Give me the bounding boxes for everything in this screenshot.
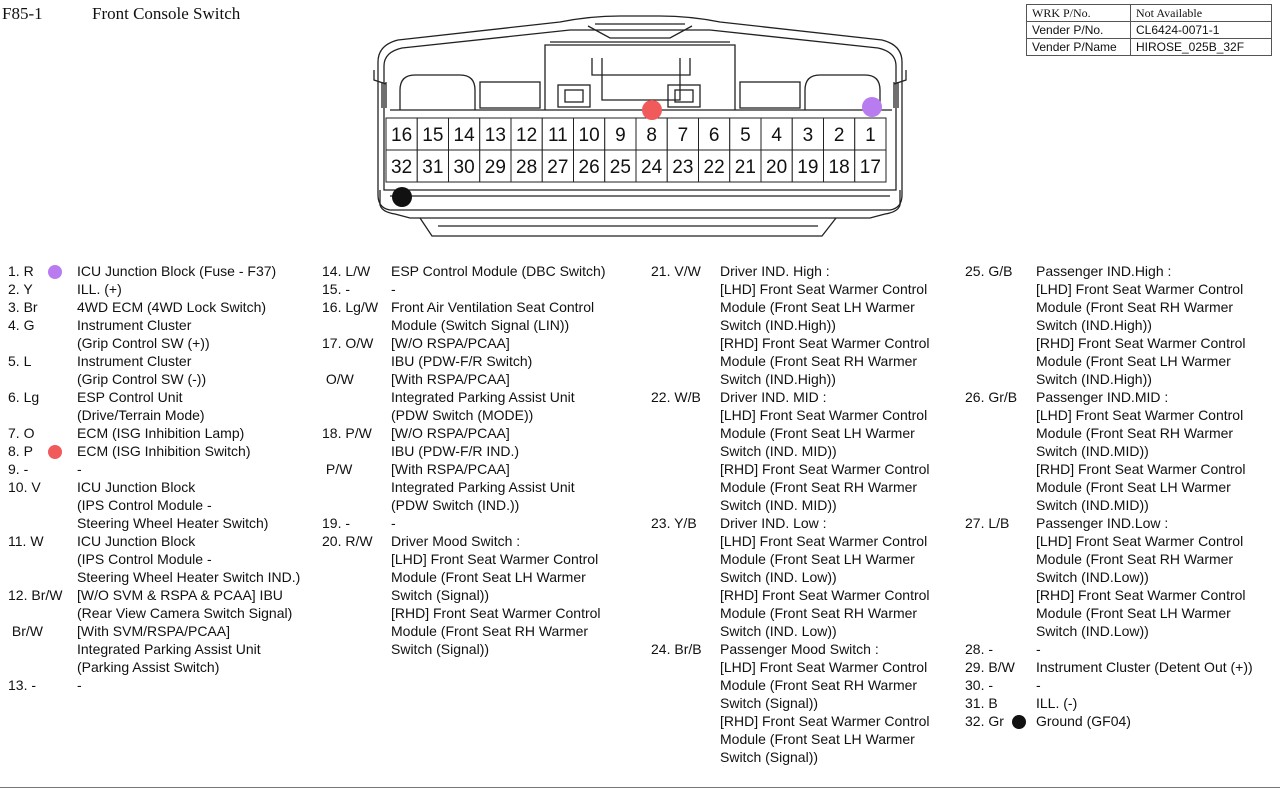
pin-number: 22: [703, 157, 725, 178]
pin-description-line: Switch (IND.High)): [720, 371, 836, 387]
pin-description-line: Module (Front Seat RH Warmer: [720, 677, 918, 693]
pin-entry: [322, 334, 642, 370]
pin-description-line: Module (Front Seat RH Warmer: [1036, 299, 1234, 315]
pin-description-line: [RHD] Front Seat Warmer Control: [391, 605, 601, 621]
pin-entry: [322, 532, 642, 658]
pin-label: 16. Lg/W: [322, 299, 379, 315]
connector-name: Front Console Switch: [92, 4, 241, 23]
pin-entry: [8, 352, 318, 388]
pin-label: Br/W: [8, 623, 43, 639]
pin-number: 9: [615, 125, 626, 146]
pin-entry: [322, 460, 642, 514]
pin-number: 17: [859, 157, 881, 178]
pin-number: 29: [484, 157, 506, 178]
pin-number: 23: [672, 157, 694, 178]
pin-entry: [965, 712, 1277, 730]
bottom-rule: [0, 787, 1280, 788]
pin-description-line: [LHD] Front Seat Warmer Control: [1036, 281, 1244, 297]
pin-description-line: Module (Front Seat LH Warmer: [1036, 353, 1231, 369]
pin-label: 19. -: [322, 515, 351, 531]
pin-description-line: [RHD] Front Seat Warmer Control: [1036, 587, 1246, 603]
pin-description-line: ESP Control Module (DBC Switch): [391, 263, 606, 279]
pin-entry: [8, 424, 318, 442]
pin-label: 18. P/W: [322, 425, 372, 441]
pin-number: 32: [391, 157, 413, 178]
pin-number: 7: [677, 125, 689, 146]
pin-description-line: IBU (PDW-F/R Switch): [391, 353, 533, 369]
pin-description-line: (IPS Control Module -: [77, 497, 212, 513]
pin-description-line: Passenger IND.Low :: [1036, 515, 1169, 531]
pin-entry: [8, 622, 318, 676]
pin-description-line: (Grip Control SW (-)): [77, 371, 207, 387]
pin-list-column-2: [322, 262, 642, 658]
pin-entry: [8, 442, 318, 460]
pin-description-line: (PDW Switch (IND.)): [391, 497, 520, 513]
pin-description-line: Instrument Cluster: [77, 353, 192, 369]
pin-number: 18: [828, 157, 850, 178]
pin-description-line: Module (Front Seat RH Warmer: [720, 605, 918, 621]
pin-description-line: [W/O RSPA/PCAA]: [391, 425, 510, 441]
info-key: Vender P/Name: [1027, 39, 1131, 56]
pin-description-line: Switch (IND.MID)): [1036, 497, 1149, 513]
violet-marker-icon: [48, 265, 62, 279]
pin-description-line: Integrated Parking Assist Unit: [391, 479, 575, 495]
pin-32-marker: [392, 187, 412, 207]
pin-description-line: -: [1036, 677, 1041, 693]
pin-label: 25. G/B: [965, 263, 1013, 279]
black-marker-icon: [1012, 715, 1026, 729]
pin-label: P/W: [322, 461, 353, 477]
pin-entry: [651, 514, 961, 640]
pin-number: 20: [766, 157, 788, 178]
pin-description-line: Module (Front Seat LH Warmer: [720, 731, 915, 747]
pin-number: 2: [833, 125, 845, 146]
pin-description-line: [W/O RSPA/PCAA]: [391, 335, 510, 351]
pin-label: 22. W/B: [651, 389, 701, 405]
pin-8-marker: [642, 100, 662, 120]
pin-number: 5: [740, 125, 751, 146]
pin-entry: [8, 676, 318, 694]
pin-entry: [8, 262, 318, 280]
pin-description-line: Module (Front Seat RH Warmer: [720, 479, 918, 495]
part-number-table: [1026, 4, 1272, 56]
pin-description-line: Switch (IND. Low)): [720, 623, 837, 639]
pin-number: 30: [453, 157, 475, 178]
pin-list-column-3: [651, 262, 961, 766]
pin-number: 25: [609, 157, 631, 178]
pin-number: 8: [646, 125, 657, 146]
pin-description-line: (Parking Assist Switch): [77, 659, 220, 675]
connector-id: F85-1: [2, 4, 43, 23]
pin-number: 3: [802, 125, 814, 146]
pin-description-line: (IPS Control Module -: [77, 551, 212, 567]
pin-description-line: Front Air Ventilation Seat Control: [391, 299, 595, 315]
pin-list-column-4: [965, 262, 1277, 730]
pin-entry: [651, 388, 961, 514]
pin-label: 28. -: [965, 641, 994, 657]
info-value: HIROSE_025B_32F: [1131, 39, 1272, 56]
pin-entry: [965, 694, 1277, 712]
pin-description-line: [With RSPA/PCAA]: [391, 461, 510, 477]
pin-description-line: Switch (Signal)): [391, 641, 490, 657]
pin-number: 4: [771, 125, 782, 146]
pin-label: 30. -: [965, 677, 994, 693]
pin-description-line: Driver IND. Low :: [720, 515, 827, 531]
pin-description-line: Integrated Parking Assist Unit: [77, 641, 261, 657]
pin-description-line: -: [391, 515, 396, 531]
pin-description-line: ICU Junction Block: [77, 533, 196, 549]
pin-description-line: -: [77, 677, 82, 693]
pin-description-line: Module (Front Seat RH Warmer: [391, 623, 589, 639]
pin-entry: [322, 514, 642, 532]
pin-label: 21. V/W: [651, 263, 701, 279]
pin-description-line: ICU Junction Block: [77, 479, 196, 495]
pin-number: 14: [453, 125, 475, 146]
pin-label: 15. -: [322, 281, 351, 297]
pin-label: 10. V: [8, 479, 41, 495]
pin-description-line: Passenger Mood Switch :: [720, 641, 879, 657]
pin-entry: [8, 280, 318, 298]
pin-description-line: Driver Mood Switch :: [391, 533, 521, 549]
pin-description-line: 4WD ECM (4WD Lock Switch): [77, 299, 267, 315]
pin-label: 5. L: [8, 353, 32, 369]
pin-description-line: (Grip Control SW (+)): [77, 335, 210, 351]
pin-number: 16: [391, 125, 413, 146]
pin-description-line: [LHD] Front Seat Warmer Control: [720, 281, 928, 297]
pin-entry: [322, 262, 642, 280]
info-key: Vender P/No.: [1027, 22, 1131, 39]
pin-label: 32. Gr: [965, 713, 1004, 729]
pin-number: 28: [516, 157, 538, 178]
pin-description-line: -: [1036, 641, 1041, 657]
info-row-wrk: [1027, 5, 1272, 22]
pin-description-line: [RHD] Front Seat Warmer Control: [720, 587, 930, 603]
pin-description-line: ECM (ISG Inhibition Lamp): [77, 425, 245, 441]
pin-description-line: Ground (GF04): [1036, 713, 1131, 729]
pin-description-line: Module (Front Seat LH Warmer: [1036, 605, 1231, 621]
pin-description-line: Module (Front Seat RH Warmer: [1036, 551, 1234, 567]
pin-entry: [651, 262, 961, 388]
red-marker-icon: [48, 445, 62, 459]
pin-description-line: Switch (IND.MID)): [1036, 443, 1149, 459]
pin-description-line: (PDW Switch (MODE)): [391, 407, 534, 423]
pin-description-line: (Drive/Terrain Mode): [77, 407, 205, 423]
pin-description-line: Switch (Signal)): [391, 587, 490, 603]
pin-entry: [8, 388, 318, 424]
pin-number: 11: [548, 125, 568, 146]
pin-description-line: ECM (ISG Inhibition Switch): [77, 443, 251, 459]
pin-description-line: Switch (Signal)): [720, 695, 819, 711]
pin-description-line: Module (Front Seat LH Warmer: [720, 551, 915, 567]
pin-description-line: [With RSPA/PCAA]: [391, 371, 510, 387]
info-key: WRK P/No.: [1027, 5, 1131, 22]
pin-label: 29. B/W: [965, 659, 1015, 675]
pin-entry: [8, 478, 318, 532]
pin-description-line: Module (Front Seat LH Warmer: [391, 569, 586, 585]
pin-description-line: ESP Control Unit: [77, 389, 183, 405]
pin-description-line: Steering Wheel Heater Switch): [77, 515, 269, 531]
pin-label: 1. R: [8, 263, 34, 279]
pin-entry: [965, 514, 1277, 640]
pin-entry: [8, 298, 318, 316]
pin-number: 1: [865, 125, 876, 146]
pin-number: 31: [422, 157, 444, 178]
pin-description-line: Integrated Parking Assist Unit: [391, 389, 575, 405]
pin-label: 8. P: [8, 443, 33, 459]
pin-description-line: Passenger IND.High :: [1036, 263, 1172, 279]
pin-description-line: Instrument Cluster (Detent Out (+)): [1036, 659, 1253, 675]
pin-label: 2. Y: [8, 281, 33, 297]
pin-label: 3. Br: [8, 299, 38, 315]
pin-entry: [8, 586, 318, 622]
pin-number: 21: [734, 157, 756, 178]
pin-description-line: Switch (IND.High)): [1036, 371, 1152, 387]
info-value: CL6424-0071-1: [1131, 22, 1272, 39]
pin-entry: [965, 640, 1277, 658]
pin-description-line: Switch (IND.Low)): [1036, 623, 1149, 639]
pin-description-line: [LHD] Front Seat Warmer Control: [720, 407, 928, 423]
pin-label: 31. B: [965, 695, 998, 711]
pin-entry: [322, 370, 642, 424]
pin-description-line: Driver IND. High :: [720, 263, 830, 279]
pin-description-line: [LHD] Front Seat Warmer Control: [1036, 533, 1244, 549]
pin-label: 20. R/W: [322, 533, 373, 549]
pin-description-line: [RHD] Front Seat Warmer Control: [720, 335, 930, 351]
pin-description-line: [LHD] Front Seat Warmer Control: [1036, 407, 1244, 423]
pin-description-line: [RHD] Front Seat Warmer Control: [1036, 461, 1246, 477]
pin-entry: [965, 388, 1277, 514]
pin-entry: [8, 532, 318, 586]
pin-description-line: Module (Switch Signal (LIN)): [391, 317, 570, 333]
pin-description-line: Module (Front Seat LH Warmer: [1036, 479, 1231, 495]
pin-description-line: Switch (IND.High)): [720, 317, 836, 333]
pin-description-line: Passenger IND.MID :: [1036, 389, 1169, 405]
pin-description-line: [LHD] Front Seat Warmer Control: [720, 533, 928, 549]
pin-description-line: Switch (IND.Low)): [1036, 569, 1149, 585]
pin-entry: [322, 298, 642, 334]
pin-description-line: -: [77, 461, 82, 477]
pin-description-line: Instrument Cluster: [77, 317, 192, 333]
pin-number: 15: [422, 125, 444, 146]
pin-label: 11. W: [8, 533, 44, 549]
pin-description-line: Module (Front Seat LH Warmer: [720, 425, 915, 441]
pin-description-line: (Rear View Camera Switch Signal): [77, 605, 293, 621]
pin-description-line: [W/O SVM & RSPA & PCAA] IBU: [77, 587, 283, 603]
pin-label: 12. Br/W: [8, 587, 63, 603]
pin-description-line: ICU Junction Block (Fuse - F37): [77, 263, 277, 279]
pin-description-line: [LHD] Front Seat Warmer Control: [391, 551, 599, 567]
pin-description-line: ILL. (+): [77, 281, 122, 297]
pin-entry: [651, 640, 961, 766]
pin-description-line: Driver IND. MID :: [720, 389, 827, 405]
pin-description-line: -: [391, 281, 396, 297]
pin-description-line: Module (Front Seat LH Warmer: [720, 299, 915, 315]
pin-label: 17. O/W: [322, 335, 374, 351]
pin-description-line: Switch (IND. MID)): [720, 443, 837, 459]
pin-label: 24. Br/B: [651, 641, 702, 657]
pin-entry: [322, 280, 642, 298]
info-row-vender-pname: [1027, 39, 1272, 56]
pin-number: 26: [578, 157, 600, 178]
pin-label: 4. G: [8, 317, 35, 333]
pin-label: 14. L/W: [322, 263, 371, 279]
pin-description-line: [With SVM/RSPA/PCAA]: [77, 623, 230, 639]
info-value: Not Available: [1131, 5, 1272, 22]
pin-entry: [322, 424, 642, 460]
pin-entry: [965, 676, 1277, 694]
pin-description-line: Steering Wheel Heater Switch IND.): [77, 569, 301, 585]
info-row-vender-pno: [1027, 22, 1272, 39]
pin-label: 27. L/B: [965, 515, 1010, 531]
pin-label: 23. Y/B: [651, 515, 697, 531]
pin-number: 10: [578, 125, 600, 146]
pin-description-line: Switch (IND.High)): [1036, 317, 1152, 333]
pin-description-line: [RHD] Front Seat Warmer Control: [720, 713, 930, 729]
pin-description-line: [RHD] Front Seat Warmer Control: [1036, 335, 1246, 351]
pin-number: 24: [641, 157, 663, 178]
pin-entry: [965, 262, 1277, 388]
pin-entry: [8, 460, 318, 478]
pin-1-marker: [862, 97, 882, 117]
pin-number: 12: [516, 125, 538, 146]
pin-description-line: Module (Front Seat RH Warmer: [720, 353, 918, 369]
pin-label: 9. -: [8, 461, 29, 477]
pin-description-line: Switch (Signal)): [720, 749, 819, 765]
pin-list-column-1: [8, 262, 318, 694]
pin-description-line: Switch (IND. Low)): [720, 569, 837, 585]
connector-diagram: [360, 0, 920, 245]
pin-description-line: Module (Front Seat RH Warmer: [1036, 425, 1234, 441]
pin-label: 26. Gr/B: [965, 389, 1018, 405]
pin-description-line: [LHD] Front Seat Warmer Control: [720, 659, 928, 675]
pin-number: 19: [797, 157, 819, 178]
pin-description-line: IBU (PDW-F/R IND.): [391, 443, 520, 459]
pin-description-line: [RHD] Front Seat Warmer Control: [720, 461, 930, 477]
pin-label: 13. -: [8, 677, 37, 693]
pin-label: 6. Lg: [8, 389, 40, 405]
pin-number: 13: [484, 125, 506, 146]
pin-description-line: ILL. (-): [1036, 695, 1078, 711]
pin-number: 6: [708, 125, 720, 146]
pin-entry: [965, 658, 1277, 676]
pin-label: 7. O: [8, 425, 35, 441]
pin-label: O/W: [322, 371, 354, 387]
pin-entry: [8, 316, 318, 352]
pin-number: 27: [547, 157, 569, 178]
pin-description-line: Switch (IND. MID)): [720, 497, 837, 513]
